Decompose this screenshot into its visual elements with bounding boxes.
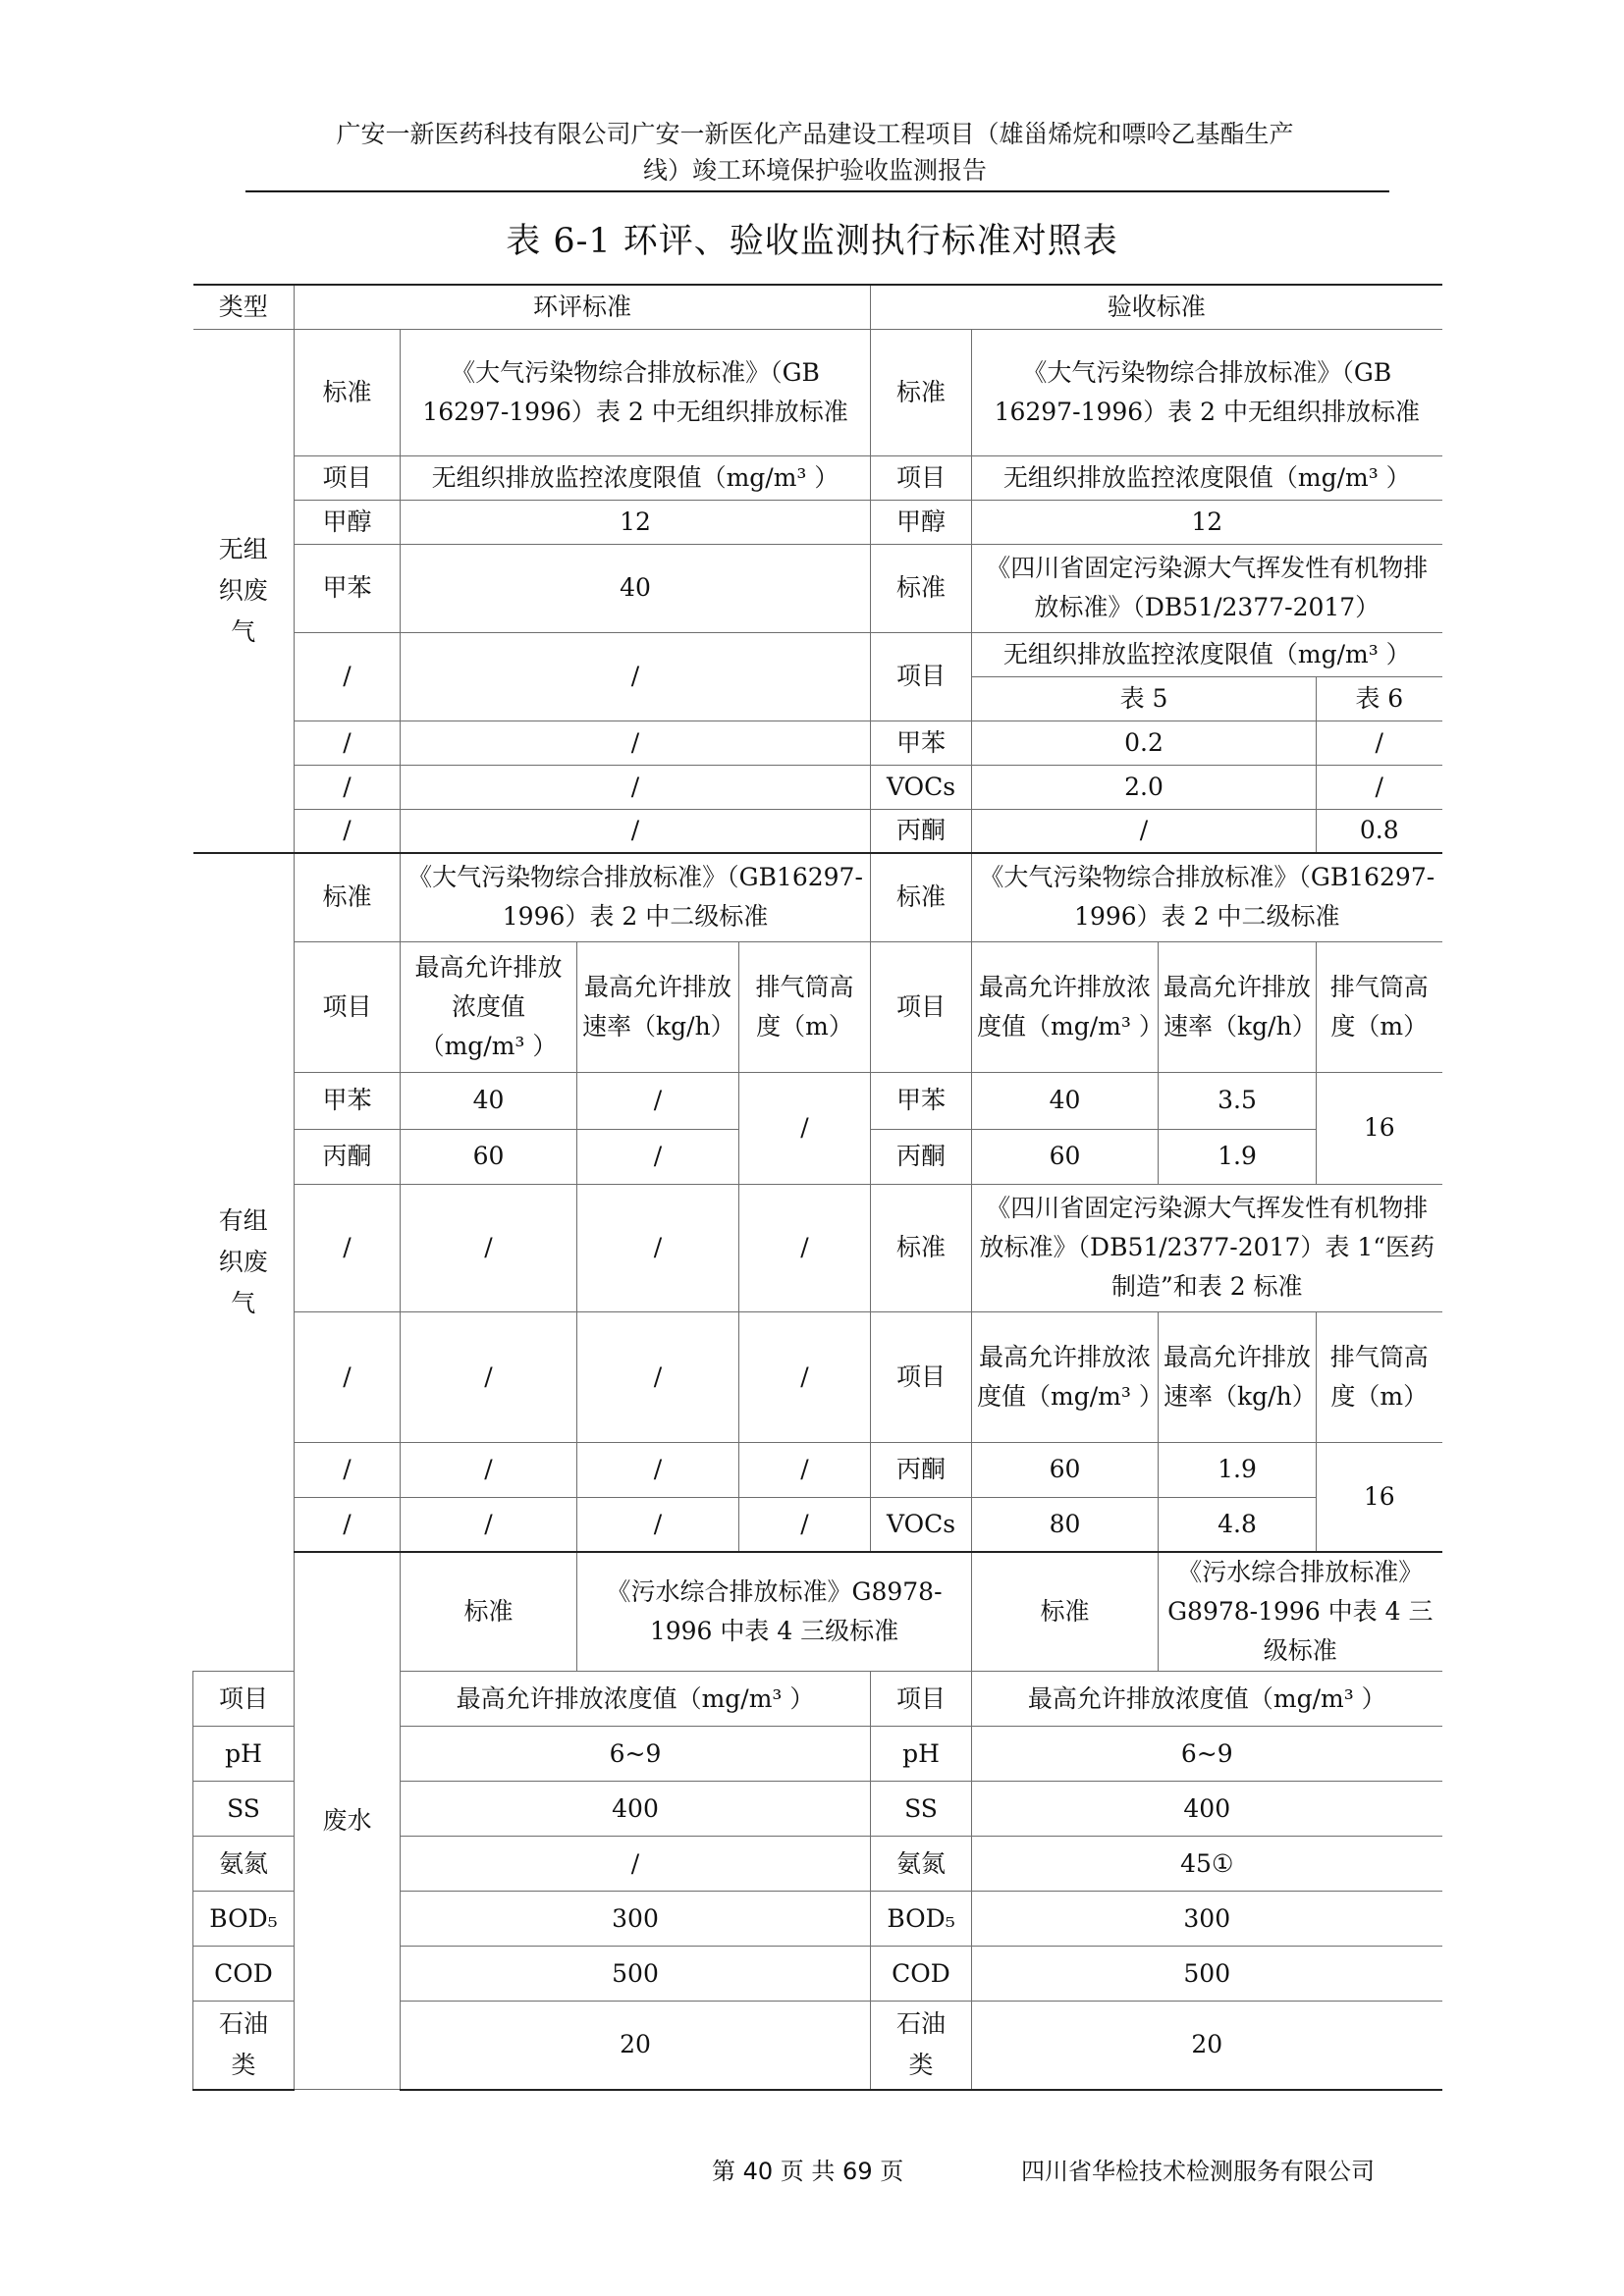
acceptance-item-limit: 无组织排放监控浓度限值（mg/m³ ） [972, 455, 1442, 500]
empty-cell: / [401, 809, 871, 853]
label-standard: 标准 [871, 329, 972, 455]
empty-cell: / [295, 1184, 401, 1311]
acceptance-item-limit: 最高允许排放浓度值（mg/m³ ） [972, 1672, 1442, 1727]
acceptance-standard-text: 《四川省固定污染源大气挥发性有机物排放标准》（DB51/2377-2017） [972, 544, 1442, 632]
subheader-table5: 表 5 [972, 676, 1317, 721]
acceptance-item-limit: 无组织排放监控浓度限值（mg/m³ ） [972, 632, 1442, 676]
acceptance-value: 20 [972, 2002, 1442, 2090]
label-standard: 标准 [401, 1552, 577, 1672]
header-stack-height: 排气筒高度（m） [1317, 1311, 1442, 1442]
table-row [193, 329, 1442, 455]
header-max-concentration: 最高允许排放浓度值（mg/m³ ） [401, 941, 577, 1072]
pollutant-name: COD [871, 1947, 972, 2002]
acceptance-value: 500 [972, 1947, 1442, 2002]
table-row [193, 941, 1442, 1072]
header-line-2: 线）竣工环境保护验收监测报告 [642, 156, 987, 185]
table-row [193, 1311, 1442, 1442]
eia-value: 40 [401, 544, 871, 632]
label-item: 项目 [295, 941, 401, 1072]
category-waste-water: 废水 [295, 1552, 401, 2090]
table-row [193, 1552, 1442, 1672]
empty-cell: / [739, 1442, 871, 1497]
eia-stack-height: / [739, 1072, 871, 1184]
table-row [193, 544, 1442, 632]
label-item: 项目 [871, 941, 972, 1072]
eia-value: 12 [401, 500, 871, 544]
pollutant-name: 甲醇 [295, 500, 401, 544]
empty-cell: / [295, 809, 401, 853]
label-item: 项目 [193, 1672, 295, 1727]
pollutant-name: SS [871, 1782, 972, 1837]
table-row [193, 1442, 1442, 1497]
acceptance-rate: 1.9 [1159, 1442, 1317, 1497]
table-row [193, 1072, 1442, 1129]
eia-value: 400 [401, 1782, 871, 1837]
table5-value: / [972, 809, 1317, 853]
table-row [193, 500, 1442, 544]
subheader-table6: 表 6 [1317, 676, 1442, 721]
pollutant-name: 甲醇 [871, 500, 972, 544]
empty-cell: / [577, 1311, 739, 1442]
empty-cell: / [401, 1184, 577, 1311]
table6-value: / [1317, 765, 1442, 809]
header-max-rate: 最高允许排放速率（kg/h） [577, 941, 739, 1072]
acceptance-value: 6~9 [972, 1727, 1442, 1782]
label-item: 项目 [871, 1672, 972, 1727]
label-standard: 标准 [871, 853, 972, 941]
label-standard: 标准 [295, 329, 401, 455]
acceptance-stack-height: 16 [1317, 1442, 1442, 1552]
acceptance-concentration: 60 [972, 1442, 1159, 1497]
eia-item-limit: 无组织排放监控浓度限值（mg/m³ ） [401, 455, 871, 500]
header-rule [245, 190, 1389, 192]
table5-value: 2.0 [972, 765, 1317, 809]
category-fugitive-gas: 无组织废气 [193, 329, 295, 853]
empty-cell: / [739, 1184, 871, 1311]
pollutant-name: 甲苯 [871, 1072, 972, 1129]
eia-rate: / [577, 1072, 739, 1129]
label-item: 项目 [295, 455, 401, 500]
table-header-row [193, 285, 1442, 329]
acceptance-concentration: 60 [972, 1129, 1159, 1184]
header-max-concentration: 最高允许排放浓度值（mg/m³ ） [972, 1311, 1159, 1442]
pollutant-name: pH [193, 1727, 295, 1782]
pollutant-name: VOCs [871, 765, 972, 809]
pollutant-name: 石油类 [871, 2002, 972, 2090]
eia-value: 500 [401, 1947, 871, 2002]
pollutant-name: 氨氮 [193, 1837, 295, 1892]
label-standard: 标准 [871, 544, 972, 632]
acceptance-standard-text: 《大气污染物综合排放标准》（GB16297-1996）表 2 中二级标准 [972, 853, 1442, 941]
pollutant-name: 氨氮 [871, 1837, 972, 1892]
pollutant-name: 甲苯 [871, 721, 972, 765]
table-title: 表 6-1 环评、验收监测执行标准对照表 [506, 222, 1118, 261]
acceptance-rate: 1.9 [1159, 1129, 1317, 1184]
empty-cell: / [577, 1184, 739, 1311]
empty-cell: / [295, 1442, 401, 1497]
standards-table [192, 284, 1442, 2091]
table5-value: 0.2 [972, 721, 1317, 765]
table-row [193, 1497, 1442, 1552]
acceptance-standard-text: 《大气污染物综合排放标准》（GB 16297-1996）表 2 中无组织排放标准 [972, 329, 1442, 455]
acceptance-standard-text: 《污水综合排放标准》G8978-1996 中表 4 三级标准 [1159, 1552, 1442, 1672]
eia-standard-text: 《大气污染物综合排放标准》（GB16297-1996）表 2 中二级标准 [401, 853, 871, 941]
header-max-rate: 最高允许排放速率（kg/h） [1159, 1311, 1317, 1442]
label-item: 项目 [871, 455, 972, 500]
table-row [193, 853, 1442, 941]
header-eia: 环评标准 [295, 285, 871, 329]
pollutant-name: BOD₅ [193, 1892, 295, 1947]
eia-value: 20 [401, 2002, 871, 2090]
empty-cell: / [295, 1497, 401, 1552]
header-line-1: 广安一新医药科技有限公司广安一新医化产品建设工程项目（雄甾烯烷和嘌呤乙基酯生产 [336, 120, 1294, 148]
empty-cell: / [577, 1442, 739, 1497]
label-standard: 标准 [295, 853, 401, 941]
empty-cell: / [401, 632, 871, 721]
eia-value: 6~9 [401, 1727, 871, 1782]
acceptance-concentration: 80 [972, 1497, 1159, 1552]
table-row [193, 721, 1442, 765]
acceptance-value: 45① [972, 1837, 1442, 1892]
table-row [193, 632, 1442, 676]
empty-cell: / [577, 1497, 739, 1552]
empty-cell: / [739, 1497, 871, 1552]
empty-cell: / [295, 632, 401, 721]
organization-name: 四川省华检技术检测服务有限公司 [1021, 2158, 1375, 2185]
pollutant-name: 丙酮 [295, 1129, 401, 1184]
empty-cell: / [739, 1311, 871, 1442]
label-standard: 标准 [972, 1552, 1159, 1672]
label-standard: 标准 [871, 1184, 972, 1311]
pollutant-name: COD [193, 1947, 295, 2002]
eia-concentration: 40 [401, 1072, 577, 1129]
pollutant-name: BOD₅ [871, 1892, 972, 1947]
eia-concentration: 60 [401, 1129, 577, 1184]
empty-cell: / [295, 721, 401, 765]
acceptance-stack-height: 16 [1317, 1072, 1442, 1184]
table-row [193, 455, 1442, 500]
header-stack-height: 排气筒高度（m） [1317, 941, 1442, 1072]
table6-value: 0.8 [1317, 809, 1442, 853]
pollutant-name: 丙酮 [871, 809, 972, 853]
table-row [193, 809, 1442, 853]
eia-value: / [401, 1837, 871, 1892]
table-row [193, 765, 1442, 809]
acceptance-value: 12 [972, 500, 1442, 544]
pollutant-name: pH [871, 1727, 972, 1782]
eia-standard-text: 《大气污染物综合排放标准》（GB 16297-1996）表 2 中无组织排放标准 [401, 329, 871, 455]
acceptance-value: 400 [972, 1782, 1442, 1837]
eia-rate: / [577, 1129, 739, 1184]
pollutant-name: SS [193, 1782, 295, 1837]
empty-cell: / [295, 1311, 401, 1442]
header-max-rate: 最高允许排放速率（kg/h） [1159, 941, 1317, 1072]
acceptance-value: 300 [972, 1892, 1442, 1947]
header-stack-height: 排气筒高度（m） [739, 941, 871, 1072]
empty-cell: / [401, 765, 871, 809]
empty-cell: / [401, 721, 871, 765]
pollutant-name: 丙酮 [871, 1129, 972, 1184]
report-header [236, 116, 1394, 188]
category-organized-gas: 有组织废气 [193, 853, 295, 1672]
empty-cell: / [401, 1311, 577, 1442]
label-item: 项目 [871, 632, 972, 721]
header-max-concentration: 最高允许排放浓度值（mg/m³ ） [972, 941, 1159, 1072]
eia-value: 300 [401, 1892, 871, 1947]
header-acceptance: 验收标准 [871, 285, 1442, 329]
table-row [193, 1184, 1442, 1311]
empty-cell: / [401, 1497, 577, 1552]
pollutant-name: 甲苯 [295, 1072, 401, 1129]
pollutant-name: 甲苯 [295, 544, 401, 632]
eia-item-limit: 最高允许排放浓度值（mg/m³ ） [401, 1672, 871, 1727]
empty-cell: / [295, 765, 401, 809]
header-type: 类型 [193, 285, 295, 329]
pollutant-name: 石油类 [193, 2002, 295, 2090]
acceptance-rate: 3.5 [1159, 1072, 1317, 1129]
label-item: 项目 [871, 1311, 972, 1442]
table6-value: / [1317, 721, 1442, 765]
pollutant-name: 丙酮 [871, 1442, 972, 1497]
acceptance-concentration: 40 [972, 1072, 1159, 1129]
eia-standard-text: 《污水综合排放标准》G8978-1996 中表 4 三级标准 [577, 1552, 972, 1672]
empty-cell: / [401, 1442, 577, 1497]
acceptance-standard-text: 《四川省固定污染源大气挥发性有机物排放标准》（DB51/2377-2017）表 1“医药制造”和表 2 标准 [972, 1184, 1442, 1311]
page-number: 第 40 页 共 69 页 [712, 2158, 904, 2185]
pollutant-name: VOCs [871, 1497, 972, 1552]
acceptance-rate: 4.8 [1159, 1497, 1317, 1552]
